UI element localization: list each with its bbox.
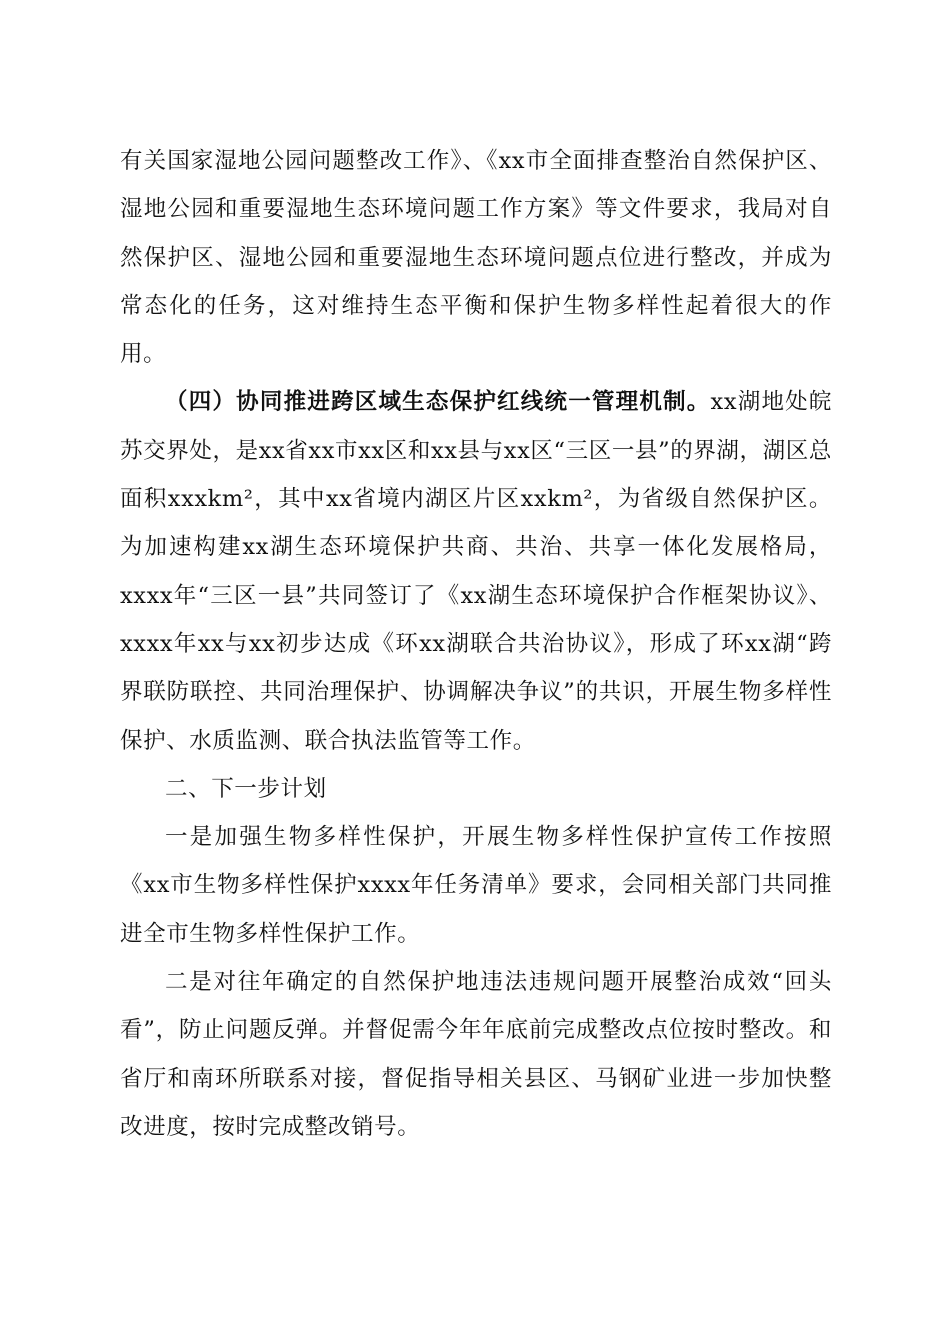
paragraph-lead-heading: （四）协同推进跨区域生态保护红线统一管理机制。 [165,389,711,416]
paragraph-text: 一是加强生物多样性保护，开展生物多样性保护宣传工作按照《xx市生物多样性保护xxxx年任务清单》要求，会同相关部门共同推进全市生物多样性保护工作。 [120,824,832,947]
paragraph-text: 二是对往年确定的自然保护地违法违规问题开展整治成效“回头看”，防止问题反弹。并督促需今年年底前完成整改点位按时整改。和省厅和南环所联系对接，督促指导相关县区、马钢矿业进一步加快整改进度，按时完成整改销号。 [120,969,832,1140]
section-heading-next-steps [120,765,832,813]
paragraph-review [120,958,832,1151]
paragraph-text: xx湖地处皖苏交界处，是xx省xx市xx区和xx县与xx区“三区一县”的界湖，湖区总面积xxxkm²，其中xx省境内湖区片区xxkm²，为省级自然保护区。为加速构建xx湖生态环境保护共商、共治、共享一体化发展格局，xxxx年“三区一县”共同签订了《xx湖生态环境保护合作框架协议》、xxxx年xx与xx初步达成《环xx湖联合共治协议》，形成了环xx湖“跨界联防联控、共同治理保护、协调解决争议”的共识，开展生物多样性保护、水质监测、联合执法监管等工作。 [120,389,832,754]
paragraph-text: 有关国家湿地公园问题整改工作》、《xx市全面排查整治自然保护区、湿地公园和重要湿地生态环境问题工作方案》等文件要求，我局对自然保护区、湿地公园和重要湿地生态环境问题点位进行整改，并成为常态化的任务，这对维持生态平衡和保护生物多样性起着很大的作用。 [120,148,832,368]
section-heading-text: 二、下一步计划 [165,775,327,802]
paragraph-biodiversity [120,813,832,958]
paragraph-cross-region-mechanism [120,378,832,764]
paragraph-wetland-rectification [120,137,832,378]
document-body [120,137,832,1151]
